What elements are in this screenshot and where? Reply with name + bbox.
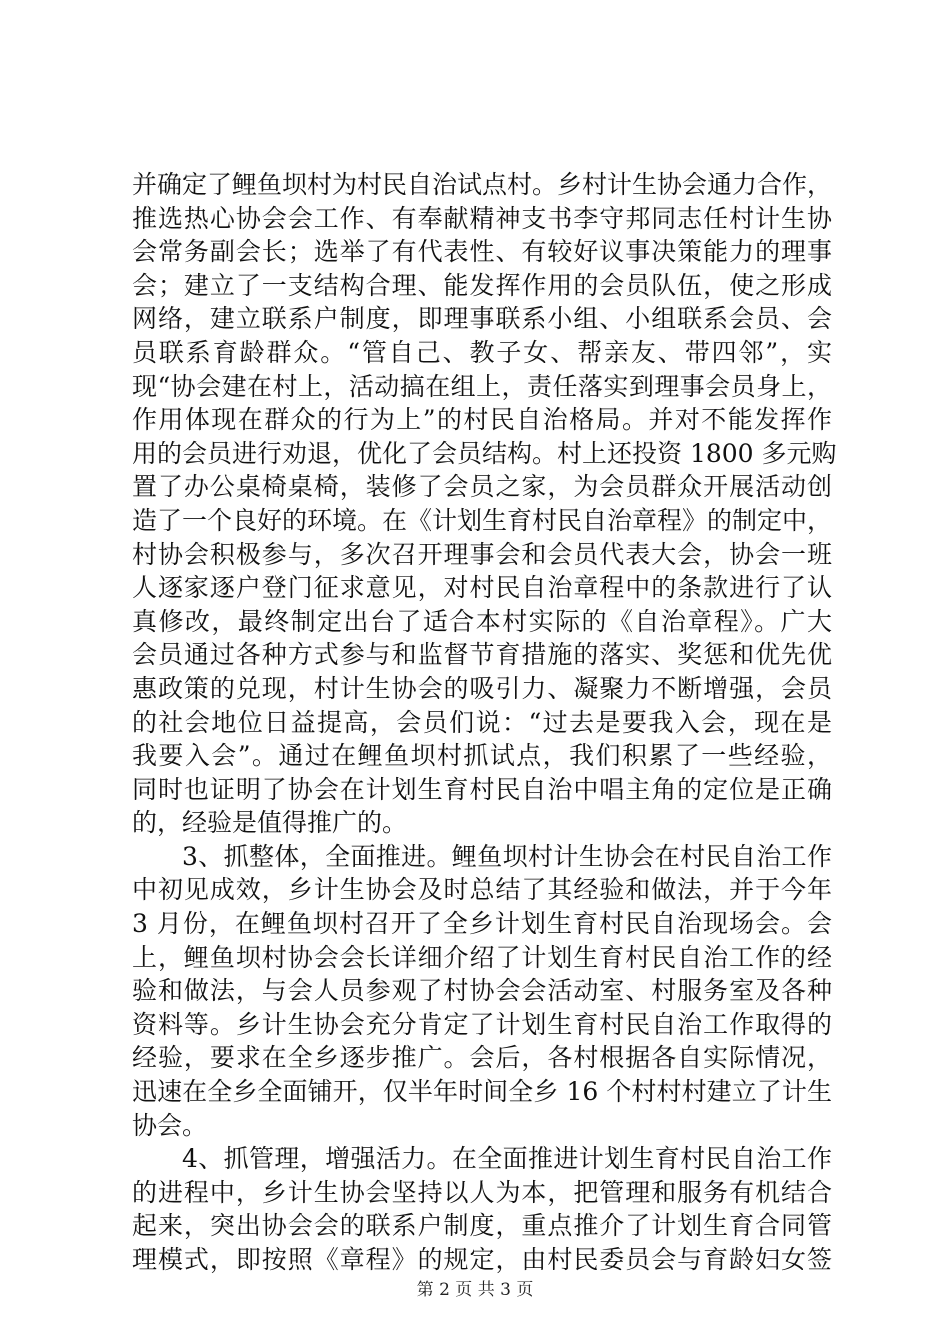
text-line: 我要入会”。通过在鲤鱼坝村抓试点，我们积累了一些经验， (132, 741, 832, 771)
page-footer (0, 1275, 950, 1300)
text-line: 并确定了鲤鱼坝村为村民自治试点村。乡村计生协会通力合作， (132, 170, 833, 199)
text-line: 同时也证明了协会在计划生育村民自治中唱主角的定位是正确 (132, 774, 832, 804)
text-line: 人逐家逐户登门征求意见，对村民自治章程中的条款进行了认 (132, 573, 832, 603)
text-line: 造了一个良好的环境。在《计划生育村民自治章程》的制定中， (132, 505, 833, 535)
text-line: 迅速在全乡全面铺开，仅半年时间全乡 16 个村村村建立了计生 (132, 1077, 832, 1107)
text-line: 用的会员进行劝退，优化了会员结构。村上还投资 1800 多元购 (132, 438, 837, 468)
text-line: 3、抓整体，全面推进。鲤鱼坝村计生协会在村民自治工作 (182, 841, 832, 871)
paragraph (132, 168, 837, 840)
text-line: 村协会积极参与，多次召开理事会和会员代表大会，协会一班 (132, 539, 832, 569)
paragraph (132, 840, 832, 1142)
text-line: 惠政策的兑现，村计生协会的吸引力、凝聚力不断增强，会员 (132, 673, 832, 703)
text-line: 上，鲤鱼坝村协会会长详细介绍了计划生育村民自治工作的经 (132, 942, 832, 972)
text-line: 会员通过各种方式参与和监督节育措施的落实、奖惩和优先优 (132, 640, 832, 670)
text-line: 起来，突出协会会的联系户制度，重点推介了计划生育合同管 (132, 1211, 832, 1241)
text-line: 置了办公桌椅桌椅，装修了会员之家，为会员群众开展活动创 (132, 472, 832, 502)
text-line: 的社会地位日益提高，会员们说：“过去是要我入会，现在是 (132, 707, 832, 737)
text-line: 作用体现在群众的行为上”的村民自治格局。并对不能发挥作 (132, 405, 832, 435)
text-line: 验和做法，与会人员参观了村协会会活动室、村服务室及各种 (132, 976, 832, 1006)
paragraph (132, 1142, 832, 1276)
text-line: 员联系育龄群众。“管自己、教子女、帮亲友、带四邻”，实 (132, 337, 832, 367)
text-line: 推选热心协会会工作、有奉献精神支书李守邦同志任村计生协 (132, 203, 832, 233)
text-line: 的进程中，乡计生协会坚持以人为本，把管理和服务有机结合 (132, 1177, 832, 1207)
text-line: 的，经验是值得推广的。 (132, 808, 408, 838)
text-line: 资料等。乡计生协会充分肯定了计划生育村民自治工作取得的 (132, 1009, 832, 1039)
text-line: 真修改，最终制定出台了适合本村实际的《自治章程》。广大 (132, 606, 832, 636)
text-line: 会；建立了一支结构合理、能发挥作用的会员队伍，使之形成 (132, 270, 832, 300)
text-line: 理模式，即按照《章程》的规定，由村民委员会与育龄妇女签 (132, 1245, 832, 1274)
text-line: 网络，建立联系户制度，即理事联系小组、小组联系会员、会 (132, 304, 832, 334)
text-line: 3 月份，在鲤鱼坝村召开了全乡计划生育村民自治现场会。会 (132, 909, 832, 939)
text-line: 现“协会建在村上，活动搞在组上，责任落实到理事会员身上， (132, 371, 832, 401)
text-line: 协会。 (132, 1110, 208, 1140)
text-line: 会常务副会长；选举了有代表性、有较好议事决策能力的理事 (132, 237, 832, 267)
page-number-label: 第 2 页 共 3 页 (416, 1280, 534, 1300)
text-line: 4、抓管理，增强活力。在全面推进计划生育村民自治工作 (182, 1144, 832, 1174)
document-body (132, 168, 837, 1277)
text-line: 经验，要求在全乡逐步推广。会后，各村根据各自实际情况， (132, 1043, 832, 1073)
text-line: 中初见成效，乡计生协会及时总结了其经验和做法，并于今年 (132, 875, 832, 905)
